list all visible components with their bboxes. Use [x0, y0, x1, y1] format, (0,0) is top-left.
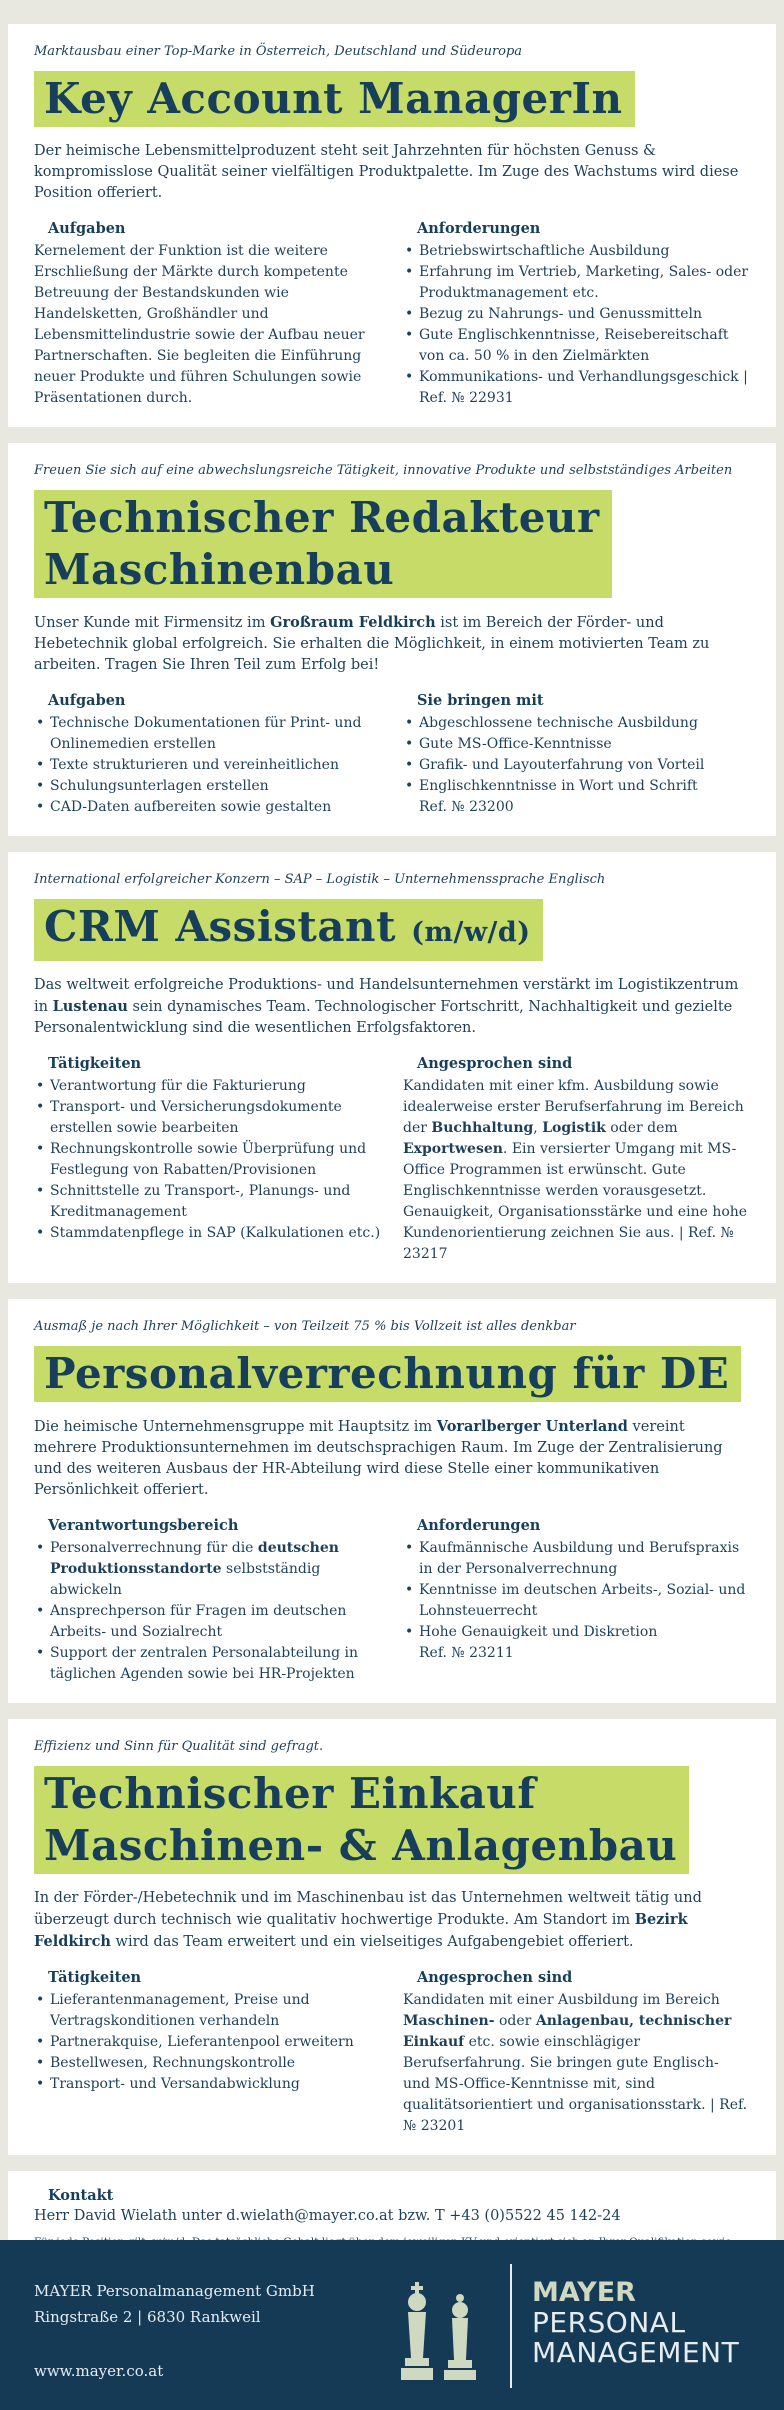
list-item: • Rechnungskontrolle sowie Überprüfung und Festlegung von Rabatten/Provisionen: [34, 1139, 381, 1181]
text: ,: [533, 1120, 543, 1136]
list-item: • Technische Dokumentationen für Print- und Onlinemedien erstellen: [34, 713, 381, 755]
requirements-text: [403, 1990, 750, 2137]
tasks-heading: Tätigkeiten: [48, 1055, 142, 1072]
list-item: • Abgeschlossene technische Ausbildung: [403, 713, 750, 734]
requirements-heading: Angesprochen sind: [417, 1969, 573, 1986]
text: oder dem: [605, 1120, 678, 1136]
separator: [0, 427, 784, 443]
job-title-wrap: [34, 1346, 750, 1402]
list-item: • CAD-Daten aufbereiten sowie gestalten: [34, 797, 381, 818]
list-item: • Bezug zu Nahrungs- und Genussmitteln: [403, 304, 750, 325]
list-item: • Schnittstelle zu Transport-, Planungs- und Kreditmanagement: [34, 1181, 381, 1223]
chess-king-and-queen-icon: [396, 2280, 486, 2388]
list-item: • Transport- und Versicherungsdokumente erstellen sowie bearbeiten: [34, 1097, 381, 1139]
requirements-column: [403, 1053, 750, 1265]
requirements-heading: Sie bringen mit: [417, 692, 544, 709]
list-item: • Transport- und Versandabwicklung: [34, 2074, 381, 2095]
intro-text: sein dynamisches Team. Technologischer Fortschritt, Nachhaltigkeit und gezielte Personalentwicklung sind die wesentlichen Erfolgsfaktoren.: [34, 999, 733, 1036]
highlight: Exportwesen: [403, 1141, 503, 1157]
job-tagline: Ausmaß je nach Ihrer Möglichkeit – von Teilzeit 75 % bis Vollzeit ist alles denkbar: [34, 1319, 576, 1334]
list-item: [34, 1538, 381, 1601]
list-item: • Support der zentralen Personalabteilung in täglichen Agenden sowie bei HR-Projekten: [34, 1643, 381, 1685]
list-item: • Englischkenntnisse in Wort und Schrift: [403, 776, 750, 797]
job-title-wrap: [34, 71, 750, 127]
requirements-column: [403, 218, 750, 409]
top-strip: [0, 0, 784, 24]
job-technical-purchasing: [8, 1719, 776, 2155]
text: etc. sowie einschlägiger Berufserfahrung. Sie bringen gute Englisch- und MS-Office-Kenntnisse mit, sind qualitätsorientiert und organisationsstark. | Ref. № 23201: [403, 2034, 748, 2134]
job-intro: [34, 612, 750, 676]
tasks-column: [34, 1053, 381, 1265]
job-title-wrap: [34, 490, 750, 598]
brand-logo: [532, 2278, 739, 2368]
reference-number: Ref. № 23200: [419, 799, 514, 815]
list-item: • Hohe Genauigkeit und Diskretion: [403, 1622, 750, 1643]
brand-line-1: MAYER: [532, 2277, 636, 2308]
job-tagline: Marktausbau einer Top-Marke in Österreich, Deutschland und Südeuropa: [34, 44, 523, 59]
tasks-column: [34, 1515, 381, 1685]
text: Personalverrechnung für die: [50, 1540, 258, 1556]
intro-highlight: Großraum Feldkirch: [270, 614, 436, 631]
tasks-heading: Tätigkeiten: [48, 1969, 142, 1986]
tasks-list: [34, 1990, 381, 2095]
tasks-column: [34, 1967, 381, 2137]
text: Kandidaten mit einer Ausbildung im Bereich: [403, 1992, 720, 2008]
job-title-line-2: Maschinen- & Anlagenbau: [44, 1821, 678, 1870]
intro-highlight: Bezirk Feldkirch: [34, 1911, 688, 1950]
contact-heading: Kontakt: [48, 2187, 114, 2204]
text: oder: [494, 2013, 536, 2029]
job-title: [34, 899, 543, 961]
list-item: • Partnerakquise, Lieferantenpool erweitern: [34, 2032, 381, 2053]
job-title: [34, 490, 612, 598]
tasks-list: [34, 713, 381, 818]
intro-text: wird das Team erweitert und ein vielseitiges Aufgabengebiet offeriert.: [110, 1934, 634, 1950]
tasks-heading: Aufgaben: [48, 220, 126, 237]
highlight: Maschinen-: [403, 2013, 495, 2029]
requirements-column: [403, 690, 750, 818]
job-columns: [34, 690, 750, 818]
website-link[interactable]: www.mayer.co.at: [34, 2362, 164, 2380]
footer-divider: [510, 2264, 512, 2388]
list-item: • Ansprechperson für Fragen im deutschen Arbeits- und Sozialrecht: [34, 1601, 381, 1643]
requirements-column: [403, 1515, 750, 1685]
job-tagline: Freuen Sie sich auf eine abwechslungsreiche Tätigkeit, innovative Produkte und selbstständiges Arbeiten: [34, 463, 733, 478]
job-intro: [34, 1416, 750, 1501]
list-item: • Grafik- und Layouterfahrung von Vorteil: [403, 755, 750, 776]
footer: [0, 2240, 784, 2410]
intro-text: Unser Kunde mit Firmensitz im: [34, 615, 271, 631]
job-technical-writer: [8, 443, 776, 836]
requirements-list: [403, 713, 750, 797]
intro-highlight: Vorarlberger Unterland: [436, 1418, 628, 1435]
list-item: • Gute MS-Office-Kenntnisse: [403, 734, 750, 755]
job-columns: [34, 218, 750, 409]
job-key-account-manager: [8, 24, 776, 427]
list-item: • Verantwortung für die Fakturierung: [34, 1076, 381, 1097]
requirements-heading: Anforderungen: [417, 220, 541, 237]
list-item: • Kommunikations- und Verhandlungsgeschick | Ref. № 22931: [403, 367, 750, 409]
list-item: • Kaufmännische Ausbildung und Berufspraxis in der Personalverrechnung: [403, 1538, 750, 1580]
text: . Ein versierter Umgang mit MS-Office Programmen ist erwünscht. Gute Englischkenntnisse werden vorausgesetzt. Genauigkeit, Organisationsstärke und eine hohe Kundenorientierung zeichnen Sie aus. | Ref. № 23217: [403, 1141, 748, 1262]
highlight: deutschen Produktionsstandorte: [50, 1540, 339, 1577]
intro-highlight: Lustenau: [52, 998, 128, 1015]
separator: [0, 2155, 784, 2171]
list-item: • Betriebswirtschaftliche Ausbildung: [403, 241, 750, 262]
tasks-list: [34, 1538, 381, 1685]
job-tagline: Effizienz und Sinn für Qualität sind gefragt.: [34, 1739, 324, 1754]
text: selbstständig abwickeln: [50, 1561, 321, 1598]
job-crm-assistant: [8, 852, 776, 1283]
separator: [0, 1283, 784, 1299]
job-title-line-1: Technischer Einkauf: [44, 1769, 536, 1818]
job-intro: [34, 975, 750, 1039]
list-item: • Gute Englischkenntnisse, Reisebereitschaft von ca. 50 % in den Zielmärkten: [403, 325, 750, 367]
separator: [0, 836, 784, 852]
list-item: • Stammdatenpflege in SAP (Kalkulationen etc.): [34, 1223, 381, 1244]
requirements-heading: Anforderungen: [417, 1517, 541, 1534]
requirements-list: [403, 241, 750, 409]
job-columns: [34, 1515, 750, 1685]
highlight: Logistik: [542, 1120, 606, 1136]
job-columns: [34, 1967, 750, 2137]
brand-line-3: MANAGEMENT: [532, 2336, 740, 2369]
list-item: • Texte strukturieren und vereinheitlichen: [34, 755, 381, 776]
company-address: [34, 2278, 315, 2330]
list-item: • Lieferantenmanagement, Preise und Vertragskonditionen verhandeln: [34, 1990, 381, 2032]
list-item: • Kenntnisse im deutschen Arbeits-, Sozial- und Lohnsteuerrecht: [403, 1580, 750, 1622]
requirements-text: [403, 1076, 750, 1265]
job-title-suffix: (m/w/d): [411, 917, 531, 948]
intro-text: In der Förder-/Hebetechnik und im Maschinenbau ist das Unternehmen weltweit tätig und überzeugt durch technisch wie qualitativ hochwertige Produkte. Am Standort im: [34, 1890, 702, 1928]
separator: [0, 1703, 784, 1719]
job-title-wrap: [34, 899, 750, 961]
job-title-line-1: Technischer Redakteur: [44, 493, 600, 542]
job-intro: Der heimische Lebensmittelproduzent steht seit Jahrzehnten für höchsten Genuss & kompromisslose Qualität seiner vielfältigen Produktpalette. Im Zuge des Wachstums wird diese Position offeriert.: [34, 143, 739, 201]
intro-text: Das weltweit erfolgreiche Produktions- und Handelsunternehmen verstärkt im Logistikzentrum in: [34, 977, 739, 1015]
job-title-main: CRM Assistant: [44, 902, 396, 951]
list-item: • Schulungsunterlagen erstellen: [34, 776, 381, 797]
job-payroll-de: [8, 1299, 776, 1703]
street-address: Ringstraße 2 | 6830 Rankweil: [34, 2308, 261, 2326]
requirements-column: [403, 1967, 750, 2137]
reference-number: Ref. № 23211: [419, 1645, 514, 1661]
brand-line-2: PERSONAL: [532, 2306, 686, 2339]
list-item: • Erfahrung im Vertrieb, Marketing, Sales- oder Produktmanagement etc.: [403, 262, 750, 304]
requirements-heading: Angesprochen sind: [417, 1055, 573, 1072]
tasks-heading: Verantwortungsbereich: [48, 1517, 239, 1534]
contact-line: Herr David Wielath unter d.wielath@mayer.co.at bzw. T +43 (0)5522 45 142-24: [34, 2208, 621, 2224]
job-intro: [34, 1888, 750, 1953]
highlight: Buchhaltung: [431, 1120, 534, 1136]
job-tagline: International erfolgreicher Konzern – SAP – Logistik – Unternehmenssprache Englisch: [34, 872, 606, 887]
tasks-column: [34, 218, 381, 409]
job-title: Key Account ManagerIn: [34, 71, 635, 127]
tasks-heading: Aufgaben: [48, 692, 126, 709]
tasks-column: [34, 690, 381, 818]
job-title: [34, 1766, 689, 1874]
list-item: • Bestellwesen, Rechnungskontrolle: [34, 2053, 381, 2074]
highlight: Anlagenbau, technischer Einkauf: [403, 2013, 732, 2050]
job-title-line-2: Maschinenbau: [44, 545, 395, 594]
tasks-text: Kernelement der Funktion ist die weitere Erschließung der Märkte durch kompetente Betreuung der Bestandskunden wie Handelsketten, Großhändler und Lebensmittelindustrie sowie der Aufbau neuer Partnerschaften. Sie begleiten die Einführung neuer Produkte und führen Schulungen sowie Präsentationen durch.: [34, 243, 365, 406]
company-name: MAYER Personalmanagement GmbH: [34, 2282, 315, 2300]
requirements-list: [403, 1538, 750, 1643]
intro-text: Die heimische Unternehmensgruppe mit Hauptsitz im: [34, 1419, 437, 1435]
job-title-wrap: [34, 1766, 750, 1874]
text: Kandidaten mit einer kfm. Ausbildung sowie idealerweise erster Berufserfahrung im Bereich der: [403, 1078, 744, 1136]
intro-text: ist im Bereich der Förder- und Hebetechnik global erfolgreich. Sie erhalten die Möglichkeit, in einem motivierten Team zu arbeiten. Tragen Sie Ihren Teil zum Erfolg bei!: [34, 615, 710, 673]
job-columns: [34, 1053, 750, 1265]
intro-text: vereint mehrere Produktionsunternehmen im deutschsprachigen Raum. Im Zuge der Zentralisierung und des weiteren Ausbaus der HR-Abteilung wird diese Stelle einer kommunikativen Persönlichkeit offeriert.: [34, 1419, 723, 1498]
tasks-list: [34, 1076, 381, 1244]
job-title: Personalverrechnung für DE: [34, 1346, 741, 1402]
